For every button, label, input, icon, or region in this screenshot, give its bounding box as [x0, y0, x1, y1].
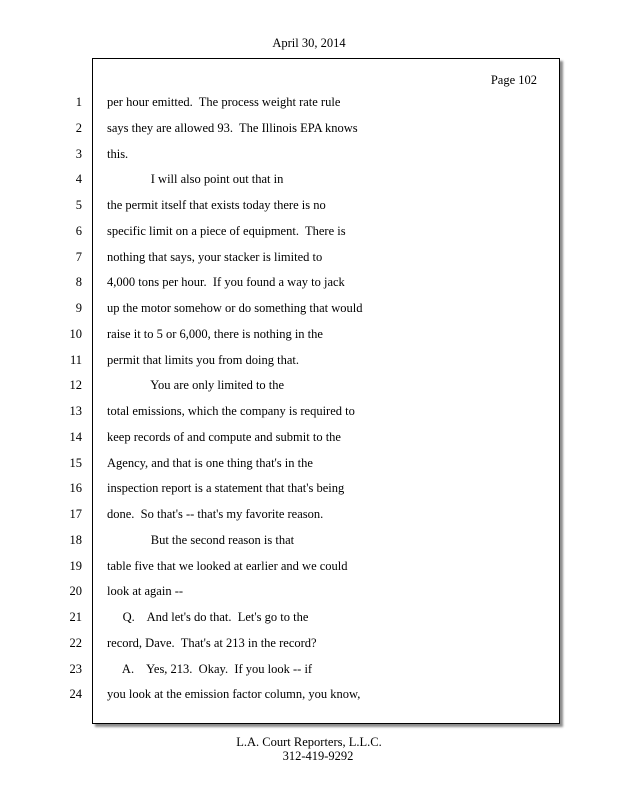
- line-number: 8: [75, 275, 82, 290]
- line-number: 10: [69, 326, 82, 341]
- transcript-line: the permit itself that exists today there is no: [107, 198, 326, 212]
- transcript-line: Q. And let's do that. Let's go to the: [107, 610, 309, 624]
- transcript-line: total emissions, which the company is required to: [107, 404, 355, 418]
- transcript-line: table five that we looked at earlier and we could: [107, 558, 348, 573]
- line-number: 16: [69, 481, 82, 496]
- line-number: 20: [69, 584, 82, 599]
- transcript-line: I will also point out that in: [107, 172, 284, 187]
- line-number: 11: [69, 352, 82, 367]
- transcript-line: A. Yes, 213. Okay. If you look -- if: [107, 661, 313, 676]
- footer-phone: 312-419-9292: [282, 749, 354, 763]
- line-number: 7: [75, 249, 82, 264]
- line-number-column: [52, 94, 82, 712]
- transcript-text: [107, 94, 547, 712]
- line-number: 13: [69, 404, 82, 418]
- line-number: 17: [69, 507, 82, 521]
- transcript-line: this.: [107, 146, 129, 161]
- page-number: Page 102: [490, 73, 537, 87]
- transcript-line: But the second reason is that: [107, 532, 295, 547]
- line-number: 12: [69, 378, 82, 393]
- line-number: 9: [75, 301, 82, 315]
- transcript-line: done. So that's -- that's my favorite reason.: [107, 507, 324, 521]
- line-number: 5: [75, 198, 82, 212]
- line-number: 15: [69, 455, 82, 470]
- line-number: 18: [69, 532, 82, 547]
- transcript-line: You are only limited to the: [107, 378, 285, 393]
- transcript-line: 4,000 tons per hour. If you found a way to jack: [107, 275, 345, 290]
- footer-company: L.A. Court Reporters, L.L.C.: [236, 735, 382, 749]
- transcript-line: per hour emitted. The process weight rate rule: [107, 95, 341, 109]
- header-date: April 30, 2014: [272, 36, 346, 50]
- line-number: 2: [75, 120, 82, 135]
- transcript-line: keep records of and compute and submit to the: [107, 429, 341, 444]
- line-number: 24: [69, 687, 82, 702]
- line-number: 14: [69, 429, 82, 444]
- transcript-line: look at again --: [107, 584, 184, 599]
- line-number: 4: [75, 172, 82, 187]
- transcript-line: Agency, and that is one thing that's in the: [107, 455, 313, 470]
- line-number: 23: [69, 661, 82, 676]
- transcript-line: nothing that says, your stacker is limited to: [107, 249, 323, 264]
- line-number: 19: [69, 558, 82, 573]
- transcript-line: up the motor somehow or do something that would: [107, 301, 363, 315]
- line-number: 22: [69, 635, 82, 650]
- line-number: 21: [69, 610, 82, 624]
- transcript-line: says they are allowed 93. The Illinois EPA knows: [107, 120, 358, 135]
- transcript-line: raise it to 5 or 6,000, there is nothing in the: [107, 326, 323, 341]
- line-number: 1: [75, 95, 82, 109]
- transcript-line: specific limit on a piece of equipment. There is: [107, 223, 346, 238]
- line-number: 6: [75, 223, 82, 238]
- transcript-line: inspection report is a statement that that's being: [107, 481, 345, 496]
- transcript-line: record, Dave. That's at 213 in the record?: [107, 635, 317, 650]
- transcript-line: permit that limits you from doing that.: [107, 352, 299, 367]
- transcript-line: you look at the emission factor column, you know,: [107, 687, 361, 702]
- line-number: 3: [75, 146, 82, 161]
